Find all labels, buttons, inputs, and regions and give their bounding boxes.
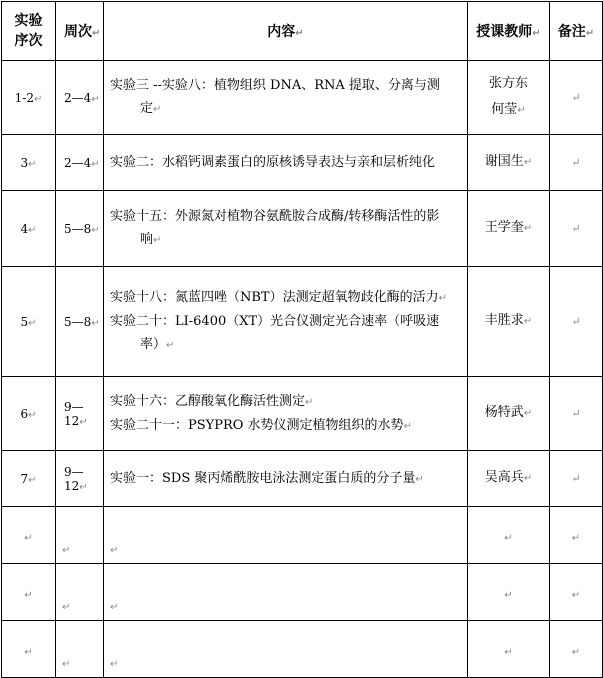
row-seq: 4↵ [2, 191, 56, 267]
empty-cell: ↵ [104, 621, 468, 678]
empty-cell: ↵ [550, 564, 603, 621]
row-teacher: 吴高兵↵ [468, 451, 550, 507]
row-seq: 7↵ [2, 451, 56, 507]
empty-cell: ↵ [104, 564, 468, 621]
row-week: 2—4↵ [56, 61, 104, 135]
row-note: ↵ [550, 377, 603, 451]
row-week: 9—12↵ [56, 377, 104, 451]
content-item: 实验十五：外源氮对植物谷氨酰胺合成酶/转移酶活性的影 [110, 209, 440, 224]
content-item: 实验一：SDS 聚丙烯酰胺电泳法测定蛋白质的分子量↵ [110, 470, 424, 486]
empty-cell: ↵ [468, 507, 550, 564]
empty-cell: ↵ [56, 507, 104, 564]
header-teacher: 授课教师↵ [468, 2, 550, 61]
empty-cell: ↵ [550, 621, 603, 678]
row-content [104, 377, 468, 451]
empty-cell: ↵ [56, 621, 104, 678]
row-content: 实验三 --实验八：植物组织 DNA、RNA 提取、分离与测 定↵ [104, 61, 468, 135]
content-item: 实验十八：氮蓝四唑（NBT）法测定超氧物歧化酶的活力↵ [110, 290, 447, 305]
content-item: 实验二十：LI-6400（XT）光合仪测定光合速率（呼吸速 [110, 314, 440, 329]
empty-cell: ↵ [2, 621, 56, 678]
empty-cell: ↵ [56, 564, 104, 621]
empty-cell: ↵ [468, 564, 550, 621]
empty-row [2, 564, 603, 621]
row-week: 9—12↵ [56, 451, 104, 507]
row-content: 实验十八：氮蓝四唑（NBT）法测定超氧物歧化酶的活力↵ 实验二十：LI-6400（XT）光合仪测定光合速率（呼吸速 率）↵ [104, 267, 468, 377]
content-item: 实验三 --实验八：植物组织 DNA、RNA 提取、分离与测 [110, 78, 440, 93]
row-seq: 1-2↵ [2, 61, 56, 135]
empty-cell: ↵ [468, 621, 550, 678]
row-seq: 6↵ [2, 377, 56, 451]
header-seq: 实验 序次 [2, 2, 56, 61]
table-row [2, 451, 603, 507]
header-note: 备注↵ [550, 2, 603, 61]
row-teacher: 杨特武↵ [468, 377, 550, 451]
row-week: 5—8↵ [56, 267, 104, 377]
header-row [2, 2, 603, 61]
experiment-schedule-table [1, 1, 603, 678]
table-row [2, 377, 603, 451]
content-item: 实验二：水稻钙调素蛋白的原核诱导表达与亲和层析纯化 [110, 155, 436, 170]
empty-cell: ↵ [2, 564, 56, 621]
row-teacher: 张方东 何莹↵ [468, 61, 550, 135]
empty-row [2, 621, 603, 678]
row-content [104, 451, 468, 507]
row-week: 2—4↵ [56, 135, 104, 191]
row-seq: 3↵ [2, 135, 56, 191]
row-note: ↵ [550, 267, 603, 377]
empty-cell: ↵ [2, 507, 56, 564]
row-teacher: 丰胜求↵ [468, 267, 550, 377]
row-note: ↵ [550, 61, 603, 135]
header-week: 周次↵ [56, 2, 104, 61]
empty-cell: ↵ [104, 507, 468, 564]
row-note: ↵ [550, 191, 603, 267]
table-row [2, 267, 603, 377]
table-row [2, 135, 603, 191]
content-item: 实验二十一：PSYPRO 水势仪测定植物组织的水势↵ [110, 417, 412, 433]
row-teacher: 谢国生↵ [468, 135, 550, 191]
content-item: 实验十六：乙醇酸氧化酶活性测定↵ [110, 393, 314, 409]
header-content: 内容↵ [104, 2, 468, 61]
row-seq: 5↵ [2, 267, 56, 377]
row-content: 实验十五：外源氮对植物谷氨酰胺合成酶/转移酶活性的影 响↵ [104, 191, 468, 267]
empty-cell: ↵ [550, 507, 603, 564]
empty-row [2, 507, 603, 564]
row-content [104, 135, 468, 191]
table-row [2, 191, 603, 267]
row-week: 5—8↵ [56, 191, 104, 267]
table-row [2, 61, 603, 135]
row-teacher: 王学奎↵ [468, 191, 550, 267]
row-note: ↵ [550, 135, 603, 191]
row-note: ↵ [550, 451, 603, 507]
